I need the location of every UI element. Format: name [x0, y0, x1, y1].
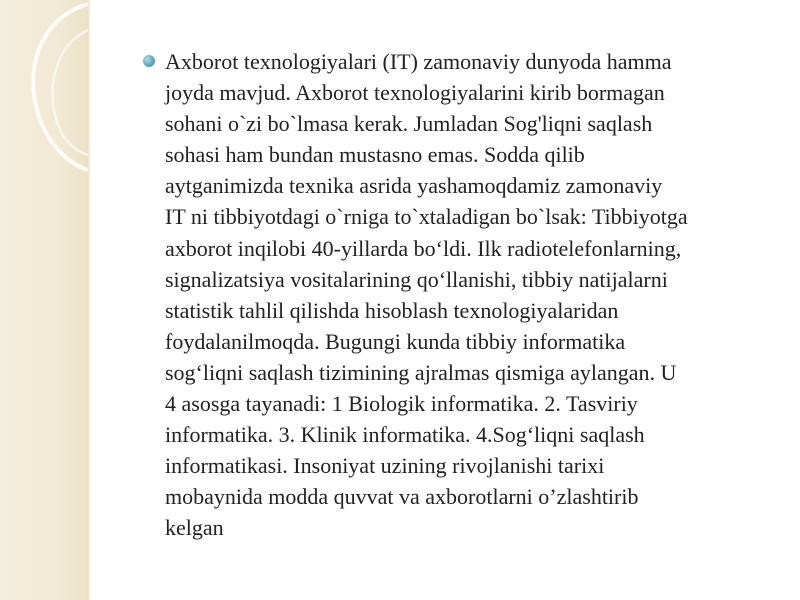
paragraph-line: foydalanilmoqda. Bugungi kunda tibbiy informatika — [165, 328, 626, 354]
paragraph-line: statistik tahlil qilishda hisoblash texnologiyalaridan — [165, 297, 619, 323]
paragraph-line: mobaynida modda quvvat va axborotlarni o’zlashtirib — [165, 484, 639, 510]
bullet-item — [143, 46, 783, 544]
paragraph-line: kelgan — [165, 515, 224, 541]
content-area — [143, 46, 783, 544]
decorative-arc-icon — [0, 0, 100, 200]
paragraph-line: sog‘liqni saqlash tizimining ajralmas qismiga aylangan. U — [165, 359, 677, 385]
paragraph-line: joyda mavjud. Axborot texnologiyalarini kirib bormagan — [165, 80, 665, 106]
bullet-paragraph — [165, 46, 688, 544]
paragraph-line: axborot inqilobi 40-yillarda bo‘ldi. Ilk radiotelefonlarning, — [165, 235, 682, 261]
paragraph-line: 4 asosga tayanadi: 1 Biologik informatika. 2. Tasviriy — [165, 391, 638, 417]
paragraph-line: aytganimizda texnika asrida yashamoqdamiz zamonaviy — [165, 173, 663, 199]
paragraph-line: IT ni tibbiyotdagi o`rniga to`xtaladigan bo`lsak: Tibbiyotga — [165, 204, 688, 230]
paragraph-line: sohasi ham bundan mustasno emas. Sodda qilib — [165, 142, 585, 168]
paragraph-line: informatikasi. Insoniyat uzining rivojlanishi tarixi — [165, 453, 605, 479]
paragraph-line: Axborot texnologiyalari (IT) zamonaviy dunyoda hamma — [165, 49, 672, 74]
paragraph-line: informatika. 3. Klinik informatika. 4.Sog‘liqni saqlash — [165, 422, 645, 448]
bullet-icon — [143, 55, 155, 67]
paragraph-line: signalizatsiya vositalarining qo‘llanishi, tibbiy natijalarni — [165, 266, 668, 292]
paragraph-line: sohani o`zi bo`lmasa kerak. Jumladan Sog'liqni saqlash — [165, 111, 653, 137]
